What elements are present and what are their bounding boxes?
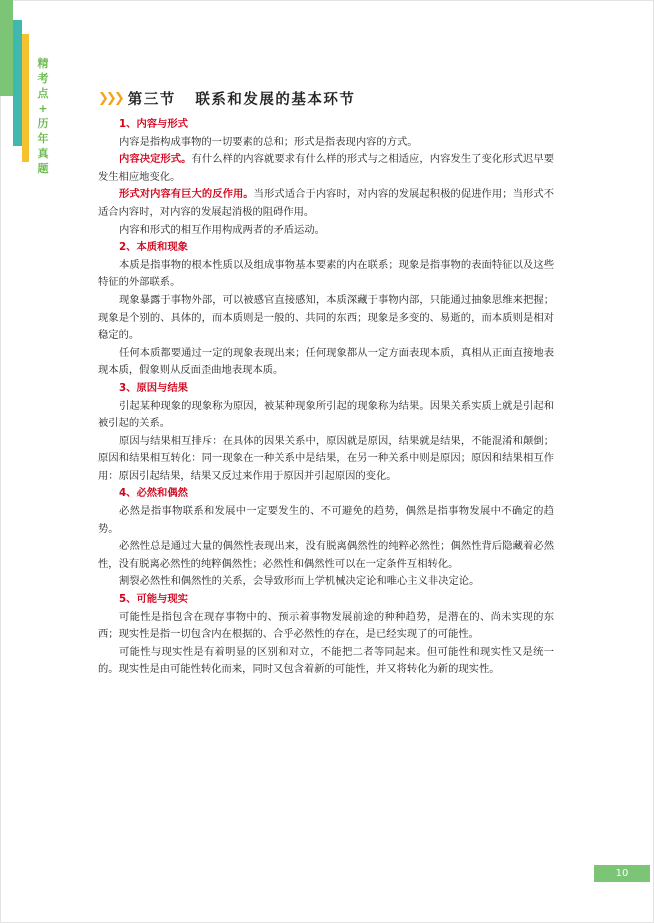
paragraph-text: 当形式适合于内容时，对内容的发展起积极的促进作用；当形式不适合内容时，对内容的发展起消极的阻碍作用。 [98,188,555,218]
side-label-char: 历 [37,117,49,130]
paragraph [98,151,554,186]
chevron-arrows-icon: ❯ ❯ ❯ [98,90,122,106]
section-title: 第三节 联系和发展的基本环节 [127,91,356,108]
paragraph [98,609,554,644]
topic-heading: 3、原因与结果 [119,381,188,394]
side-label-char: 年 [37,132,49,145]
paragraph-text: 内容是指构成事物的一切要素的总和；形式是指表现内容的方式。 [119,135,418,148]
section-heading [98,87,355,109]
topic-heading: 5、可能与现实 [119,593,188,606]
paragraph-text: 原因与结果相互排斥：在具体的因果关系中，原因就是原因，结果就是结果，不能混淆和颠倒；原因和结果相互转化：同一现象在一种关系中是结果，在另一种关系中则是原因；原因和结果相互作用：原因引起结果，结果又反过来作用于原因并引起原因的变化。 [98,434,554,482]
paragraph [98,292,554,345]
side-label-char: 点 [37,87,49,100]
decor-bar-teal [13,20,22,146]
paragraph-text: 有什么样的内容就要求有什么样的形式与之相适应，内容发生了变化形式迟早要发生相应地变化。 [98,153,555,183]
paragraph [98,186,554,221]
topic-heading: 4、必然和偶然 [119,487,188,500]
decor-bar-green [0,0,13,96]
side-label-char: + [38,102,48,115]
side-label-vertical [35,56,51,176]
side-label-char: 考 [37,72,49,85]
paragraph [98,644,554,679]
topic-heading: 2、本质和现象 [119,241,188,254]
paragraph [98,257,554,292]
paragraph [98,433,554,486]
highlight-phrase: 形式对内容有巨大的反作用。 [119,188,254,201]
paragraph [98,345,554,380]
paragraph-text: 割裂必然性和偶然性的关系，会导致形而上学机械决定论和唯心主义非决定论。 [119,575,480,588]
side-label-char: 精 [37,57,49,70]
paragraph-text: 必然性总是通过大量的偶然性表现出来，没有脱离偶然性的纯粹必然性；偶然性背后隐藏着必然性，没有脱离必然性的纯粹偶然性；必然性和偶然性可以在一定条件互相转化。 [98,540,554,570]
highlight-phrase: 内容决定形式。 [119,153,192,166]
content-body [98,116,554,679]
paragraph-text: 现象暴露于事物外部，可以被感官直接感知，本质深藏于事物内部，只能通过抽象思维来把握；现象是个别的、具体的，而本质则是一般的、共同的东西；现象是多变的、易逝的，而本质则是相对稳定的。 [98,293,554,342]
decor-bar-yellow [22,34,29,162]
paragraph [98,573,554,591]
paragraph-text: 可能性与现实性是有着明显的区别和对立，不能把二者等同起来。但可能性和现实性又是统一的。现实性是由可能性转化而来，同时又包含着新的可能性，并又将转化为新的现实性。 [98,645,554,676]
page-number: 10 [594,865,650,882]
paragraph [98,538,554,573]
paragraph [98,503,554,538]
side-label-char: 题 [37,162,49,175]
paragraph [98,222,554,240]
paragraph [98,134,554,152]
paragraph-text: 可能性是指包含在现存事物中的、预示着事物发展前途的种种趋势，是潜在的、尚未实现的东西；现实性是指一切包含内在根据的、合乎必然性的存在，是已经实现了的可能性。 [98,610,554,641]
paragraph-text: 内容和形式的相互作用构成两者的矛盾运动。 [119,223,325,236]
side-label-char: 真 [37,147,49,160]
paragraph-text: 任何本质都要通过一定的现象表现出来；任何现象都从一定方面表现本质，真相从正面直接地表现本质，假象则从反面歪曲地表现本质。 [98,346,554,377]
topic-heading: 1、内容与形式 [119,118,188,130]
paragraph-text: 引起某种现象的现象称为原因，被某种现象所引起的现象称为结果。因果关系实质上就是引起和被引起的关系。 [98,399,554,430]
paragraph-text: 本质是指事物的根本性质以及组成事物基本要素的内在联系；现象是指事物的表面特征以及这些特征的外部联系。 [98,258,554,289]
paragraph-text: 必然是指事物联系和发展中一定要发生的、不可避免的趋势，偶然是指事物发展中不确定的趋势。 [98,505,554,535]
paragraph [98,398,554,433]
